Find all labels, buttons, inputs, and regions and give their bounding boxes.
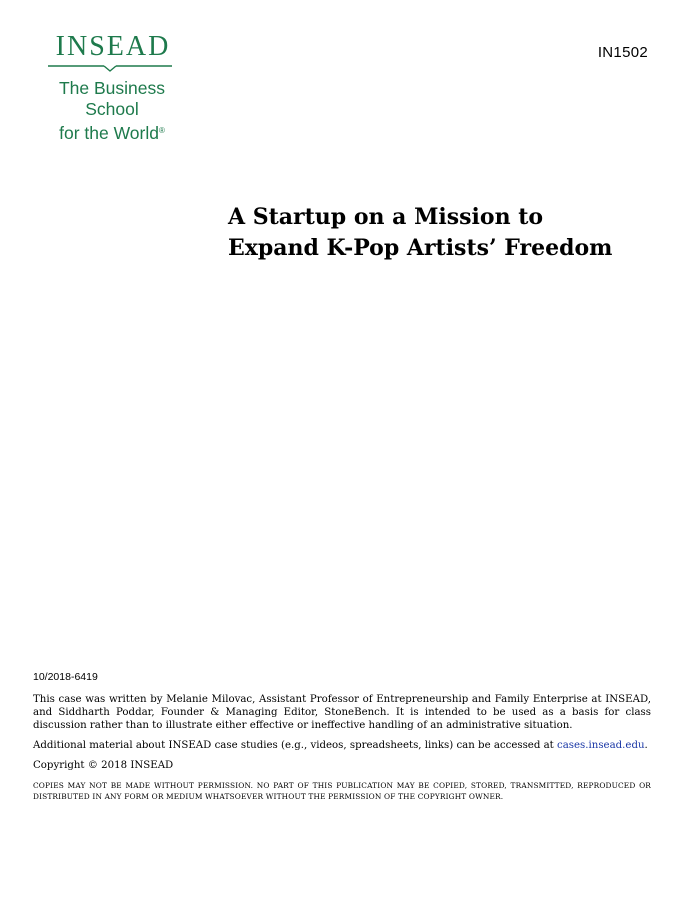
registered-mark: ® <box>158 126 165 135</box>
logo-tagline <box>30 78 194 144</box>
case-title-line1: A Startup on a Mission to <box>228 204 544 230</box>
logo-wordmark: INSEAD <box>55 31 171 62</box>
logo-tagline-line2: for the World <box>59 123 159 143</box>
case-title <box>228 202 668 264</box>
additional-material-text: Additional material about INSEAD case studies (e.g., videos, spreadsheets, links) can be accessed at <box>33 740 557 751</box>
cases-link[interactable]: cases.insead.edu <box>557 740 645 751</box>
copy-notice: COPIES MAY NOT BE MADE WITHOUT PERMISSION. NO PART OF THIS PUBLICATION MAY BE COPIED, STORED, TRANSMITTED, REPRODUCED OR DISTRIBUTED IN ANY FORM OR MEDIUM WHATSOEVER WITHOUT THE PERMISSION OF THE COPYRIGHT OWNER. <box>33 781 651 801</box>
case-title-line2: Expand K-Pop Artists’ Freedom <box>228 235 613 261</box>
logo-rule-graphic <box>48 64 172 72</box>
case-footer <box>33 671 651 802</box>
additional-material-suffix: . <box>644 740 648 751</box>
case-reference: 10/2018-6419 <box>33 671 98 683</box>
insead-logo <box>30 32 194 144</box>
case-description: This case was written by Melanie Milovac, Assistant Professor of Entrepreneurship and Family Enterprise at INSEAD, and Siddharth Poddar, Founder & Managing Editor, StoneBench. It is intended to be used as a basis for class discussion rather than to illustrate either effective or ineffective handling of an administrative situation. <box>33 694 651 731</box>
logo-rule <box>48 64 172 72</box>
logo-tagline-line1: The Business School <box>58 78 166 119</box>
additional-material <box>33 739 651 752</box>
case-code: IN1502 <box>597 44 648 61</box>
copyright: Copyright © 2018 INSEAD <box>33 760 174 771</box>
